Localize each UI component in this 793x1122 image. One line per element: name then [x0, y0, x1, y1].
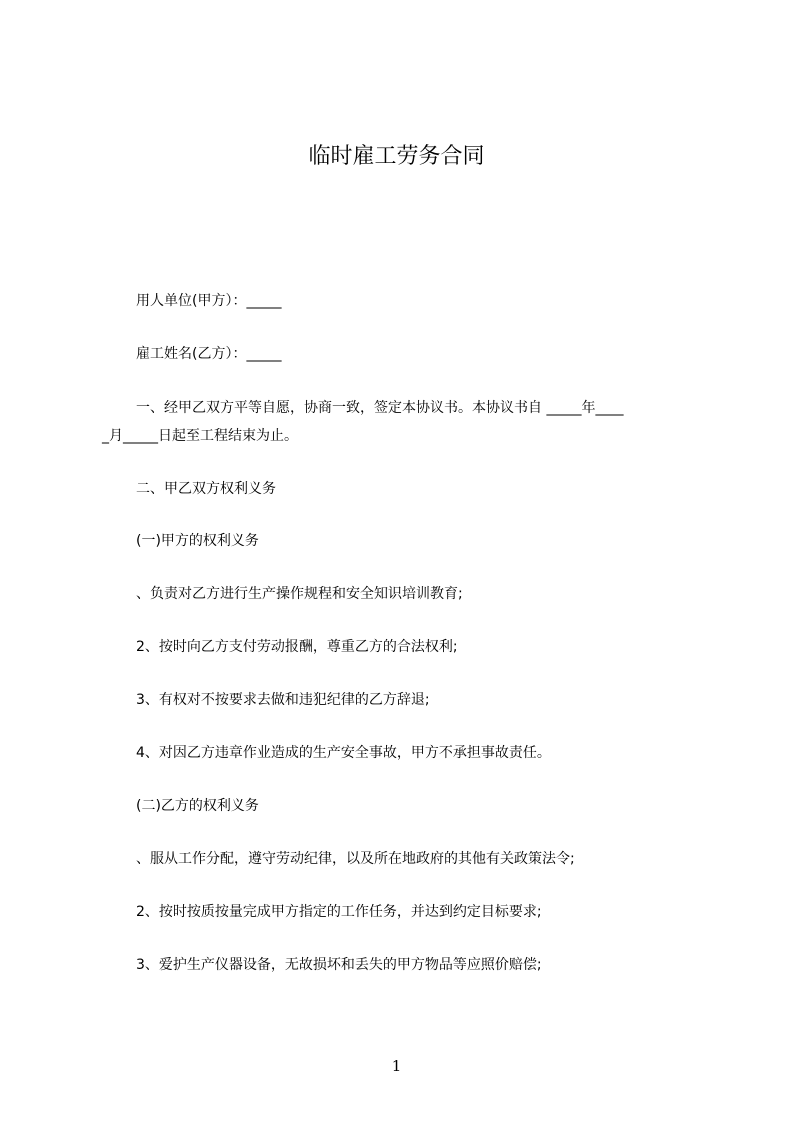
page-number: 1 [391, 1057, 402, 1075]
party-b-item: 3、爱护生产仪器设备，无故损坏和丢失的甲方物品等应照价赔偿; [136, 957, 542, 973]
document-title: 临时雇工劳务合同 [308, 144, 485, 169]
party-b-item: 2、按时按质按量完成甲方指定的工作任务，并达到约定目标要求; [136, 904, 542, 920]
employer-line: 用人单位(甲方）：_____ [136, 293, 282, 309]
party-a-item: 2、按时向乙方支付劳动报酬，尊重乙方的合法权利; [136, 639, 458, 655]
party-b-item: 、服从工作分配，遵守劳动纪律，以及所在地政府的其他有关政策法令; [136, 851, 575, 867]
party-a-item: 4、对因乙方违章作业造成的生产安全事故，甲方不承担事故责任。 [136, 745, 551, 761]
clause-1-line-1: 一、经甲乙双方平等自愿，协商一致，签定本协议书。本协议书自 _____年____ [136, 400, 624, 416]
clause-1-line-2: _月_____日起至工程结束为止。 [102, 428, 298, 444]
party-a-item: 3、有权对不按要求去做和违犯纪律的乙方辞退; [136, 692, 430, 708]
party-a-item: 、负责对乙方进行生产操作规程和安全知识培训教育; [136, 586, 463, 602]
party-a-heading: (一)甲方的权利义务 [136, 533, 259, 549]
worker-line: 雇工姓名(乙方）：_____ [136, 346, 282, 362]
clause-2-heading: 二、甲乙双方权利义务 [136, 481, 276, 497]
party-b-heading: (二)乙方的权利义务 [136, 798, 259, 814]
